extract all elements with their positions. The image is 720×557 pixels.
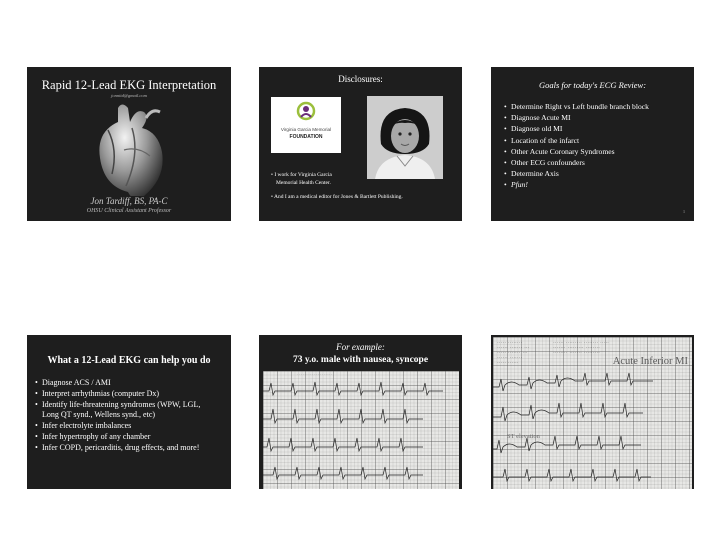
ekg-uses-list (35, 378, 219, 454)
ekg-uses-item: • Diagnose ACS / AMI (35, 378, 219, 389)
ekg-uses-item: • Infer electrolyte imbalances (35, 421, 219, 432)
ecg-waveform-icon (263, 371, 459, 489)
slide-title-email: jonnitd@gmail.com (111, 93, 147, 98)
foundation-logo-word: FOUNDATION (289, 134, 323, 140)
slide-title-heading: Rapid 12-Lead EKG Interpretation (41, 78, 217, 92)
ekg-uses-item: • Identify life-threatening syndromes (WPW, LGL, Long QT synd., Wellens synd., etc) (35, 400, 219, 422)
goals-list (504, 101, 690, 191)
slide-what-ekg[interactable] (27, 335, 231, 489)
slide-what-ekg-heading: What a 12-Lead EKG can help you do (47, 355, 211, 366)
svg-text:········ ······· ·········: ········ ······· ········· (553, 350, 600, 354)
svg-text:····· ········: ····· ········ (497, 340, 523, 344)
slide-title-author: Jon Tardiff, BS, PA-C (90, 196, 168, 206)
svg-text:······ ·······: ······ ······· (497, 355, 523, 359)
slide-title-role: OHSU Clinical Assistant Professor (86, 208, 172, 214)
svg-text:····· ······: ····· ······ (497, 360, 519, 364)
foundation-logo-name: Virginia Garcia Memorial (280, 127, 332, 132)
goals-item: • Determine Right vs Left bundle branch block (504, 101, 690, 112)
slide-disclosures-heading: Disclosures: (338, 74, 383, 84)
slide-inferior-mi[interactable] (491, 335, 694, 489)
disclosure-bullet-1-line1: • I work for Virginia Garcia (271, 172, 332, 178)
slide-example[interactable] (259, 335, 462, 489)
slide-goals-heading: Goals for today's ECG Review: (538, 80, 647, 90)
ecg-strip (263, 371, 459, 489)
goals-item: • Other ECG confounders (504, 157, 690, 168)
inferior-mi-title: Acute Inferior MI (612, 356, 688, 367)
heart-anatomy-icon (88, 100, 172, 196)
slide-example-subtitle: For example: (336, 342, 385, 352)
foundation-logo (271, 97, 341, 153)
ekg-uses-item: • Infer COPD, pericarditis, drug effects, and more! (35, 443, 219, 454)
goals-item: • Determine Axis (504, 168, 690, 179)
goals-item: • Other Acute Coronary Syndromes (504, 146, 690, 157)
child-portrait-icon (367, 96, 443, 179)
goals-item: • Location of the infarct (504, 135, 690, 146)
slide-goals[interactable] (491, 67, 694, 221)
disclosure-bullet-2: • And I am a medical editor for Jones & Bartlett Publishing. (271, 194, 403, 200)
svg-text:······· ········· ········: ······· ········· ········ (553, 345, 600, 349)
goals-item: • Pfun! (504, 179, 690, 190)
slide-disclosures[interactable] (259, 67, 462, 221)
svg-text:· · · · · · · · · · · · · · ·: · · · · · · · · · · · · · · · · · · · (297, 372, 333, 376)
foundation-logo-icon (296, 101, 316, 123)
page-number: 1 (683, 209, 685, 214)
st-elevation-label: ST elevation (507, 433, 540, 440)
ekg-uses-item: • Interpret arrhythmias (computer Dx) (35, 389, 219, 400)
svg-text:······ ······· ···: ······ ······· ··· (497, 345, 530, 349)
slide-example-heading: 73 y.o. male with nausea, syncope (292, 355, 429, 365)
child-photo (367, 96, 443, 179)
svg-text:······ ········· ········ ····: ······ ········· ········ ····· (553, 340, 609, 344)
slide-title[interactable] (27, 67, 231, 221)
goals-item: • Diagnose old MI (504, 123, 690, 134)
svg-text:····· ······· ···: ····· ······· ··· (497, 350, 528, 354)
goals-item: • Diagnose Acute MI (504, 112, 690, 123)
disclosure-bullet-1 (271, 172, 366, 187)
disclosure-bullet-1-line2: Memorial Health Center. (276, 179, 331, 186)
ekg-uses-item: • Infer hypertrophy of any chamber (35, 432, 219, 443)
